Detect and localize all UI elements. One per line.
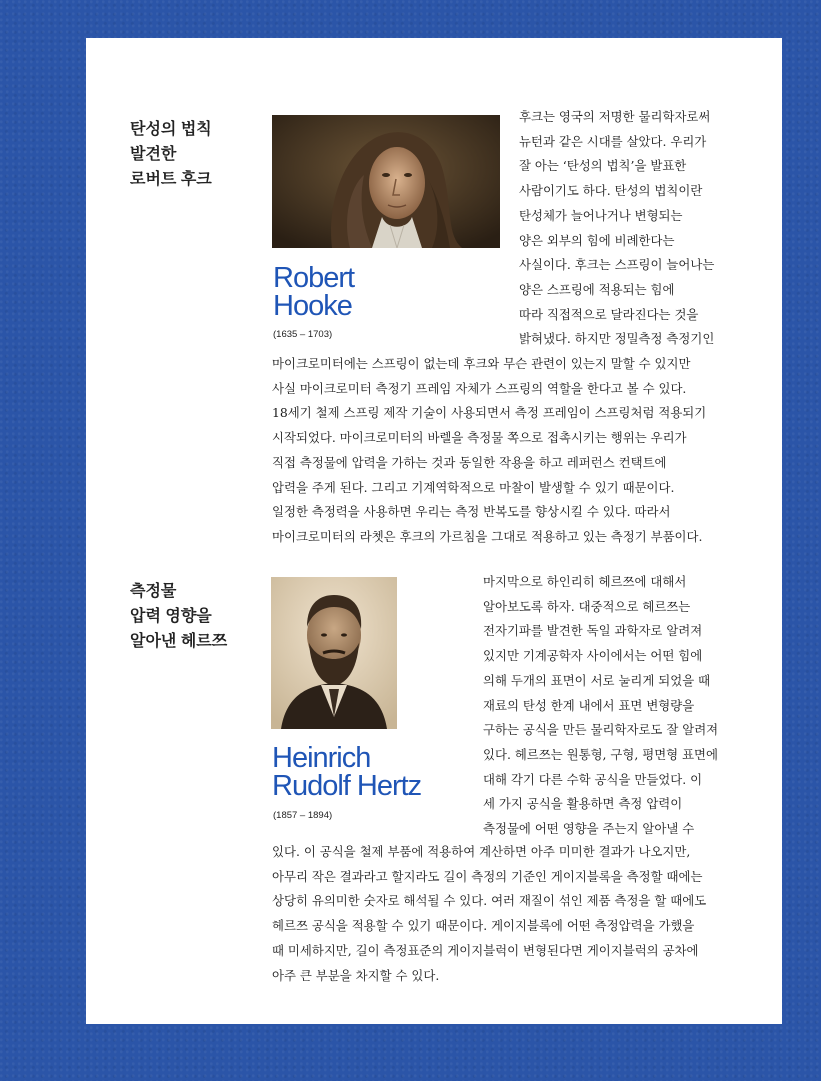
text-line: 잘 아는 ‘탄성의 법칙’을 발표한 bbox=[519, 158, 687, 174]
text-line: 양은 스프링에 적용되는 힘에 bbox=[519, 281, 675, 297]
hooke-text-full bbox=[272, 352, 706, 550]
hertz-text-full bbox=[272, 840, 706, 988]
text-line: 알아보도록 하자. 대중적으로 헤르쯔는 bbox=[483, 598, 691, 614]
text-line: 사실 마이크로미터 측정기 프레임 자체가 스프링의 역할을 한다고 볼 수 있다. bbox=[272, 380, 687, 396]
hertz-portrait bbox=[271, 577, 397, 729]
text-line: 있다. 헤르쯔는 원통형, 구형, 평면형 표면에 bbox=[483, 746, 718, 762]
text-line: 의해 두개의 표면이 서로 눌리게 되었을 때 bbox=[483, 672, 711, 688]
text-line: 헤르쯔 공식을 적용할 수 있기 때문이다. 게이지블록에 어떤 측정압력을 가했을 bbox=[272, 918, 695, 934]
hertz-name: Heinrich Rudolf Hertz bbox=[272, 742, 422, 802]
text-line: 사람이기도 하다. 탄성의 법칙이란 bbox=[519, 183, 703, 199]
text-line: 대해 각기 다른 수학 공식을 만들었다. 이 bbox=[483, 771, 703, 787]
hertz-text-side bbox=[483, 570, 718, 842]
text-line: 전자기파를 발견한 독일 과학자로 알려져 bbox=[483, 623, 703, 639]
hooke-section-heading: 탄성의 법칙 발견한 로버트 후크 bbox=[130, 121, 212, 188]
text-line: 상당히 유의미한 숫자로 해석될 수 있다. 여러 재질이 섞인 제품 측정을 할 때에도 bbox=[272, 893, 707, 909]
text-line: 마이크로미터에는 스프링이 없는데 후크와 무슨 관련이 있는지 말할 수 있지만 bbox=[272, 356, 691, 371]
text-line: 따라 직접적으로 달라진다는 것을 bbox=[519, 306, 699, 322]
text-line: 직접 측정물에 압력을 가하는 것과 동일한 작용을 하고 레퍼런스 컨택트에 bbox=[272, 454, 667, 470]
text-line: 때 미세하지만, 길이 측정표준의 게이지블럭이 변형된다면 게이지블럭의 공차에 bbox=[272, 942, 699, 958]
text-line: 뉴턴과 같은 시대를 살았다. 우리가 bbox=[519, 133, 707, 149]
text-line: 18세기 철제 스프링 제작 기술이 사용되면서 측정 프레임이 스프링처럼 적용되기 bbox=[272, 405, 707, 421]
text-line: 있다. 이 공식을 철제 부품에 적용하여 계산하면 아주 미미한 결과가 나오지만, bbox=[272, 844, 691, 859]
text-line: 밝혀냈다. 하지만 정밀측정 측정기인 bbox=[519, 331, 715, 347]
text-line: 있지만 기계공학자 사이에서는 어떤 힘에 bbox=[483, 648, 703, 664]
text-line: 일정한 측정력을 사용하면 우리는 측정 반복도를 향상시킬 수 있다. 따라서 bbox=[272, 504, 671, 520]
text-line: 사실이다. 후크는 스프링이 늘어나는 bbox=[519, 257, 715, 273]
text-line: 후크는 영국의 저명한 물리학자로써 bbox=[519, 109, 711, 124]
text-line: 아무리 작은 결과라고 할지라도 길이 측정의 기준인 게이지블록을 측정할 때에는 bbox=[272, 868, 703, 884]
article-page bbox=[86, 38, 782, 1024]
hertz-years: (1857 – 1894) bbox=[273, 810, 333, 821]
hooke-portrait bbox=[272, 115, 500, 248]
hooke-years: (1635 – 1703) bbox=[273, 329, 333, 340]
hooke-text-side bbox=[519, 105, 714, 352]
text-line: 측정물에 어떤 영향을 주는지 알아낼 수 bbox=[483, 821, 695, 837]
text-line: 마이크로미터의 라쳇은 후크의 가르침을 그대로 적용하고 있는 측정기 부품이다. bbox=[272, 528, 703, 544]
text-line: 재료의 탄성 한계 내에서 표면 변형량을 bbox=[483, 697, 695, 713]
text-line: 구하는 공식을 만든 물리학자로도 잘 알려져 bbox=[483, 722, 719, 738]
text-line: 아주 큰 부분을 차지할 수 있다. bbox=[272, 967, 440, 983]
text-line: 양은 외부의 힘에 비례한다는 bbox=[519, 232, 675, 248]
hertz-section-heading: 측정물 압력 영향을 알아낸 헤르쯔 bbox=[130, 583, 228, 650]
text-line: 탄성체가 늘어나거나 변형되는 bbox=[519, 207, 683, 223]
hooke-name: Robert Hooke bbox=[273, 262, 355, 322]
text-line: 시작되었다. 마이크로미터의 바렐을 측정물 쪽으로 접촉시키는 행위는 우리가 bbox=[272, 430, 687, 446]
text-line: 압력을 주게 된다. 그리고 기계역학적으로 마찰이 발생할 수 있기 때문이다. bbox=[272, 479, 675, 495]
text-line: 세 가지 공식을 활용하면 측정 압력이 bbox=[483, 796, 683, 812]
text-line: 마지막으로 하인리히 헤르쯔에 대해서 bbox=[483, 574, 687, 589]
